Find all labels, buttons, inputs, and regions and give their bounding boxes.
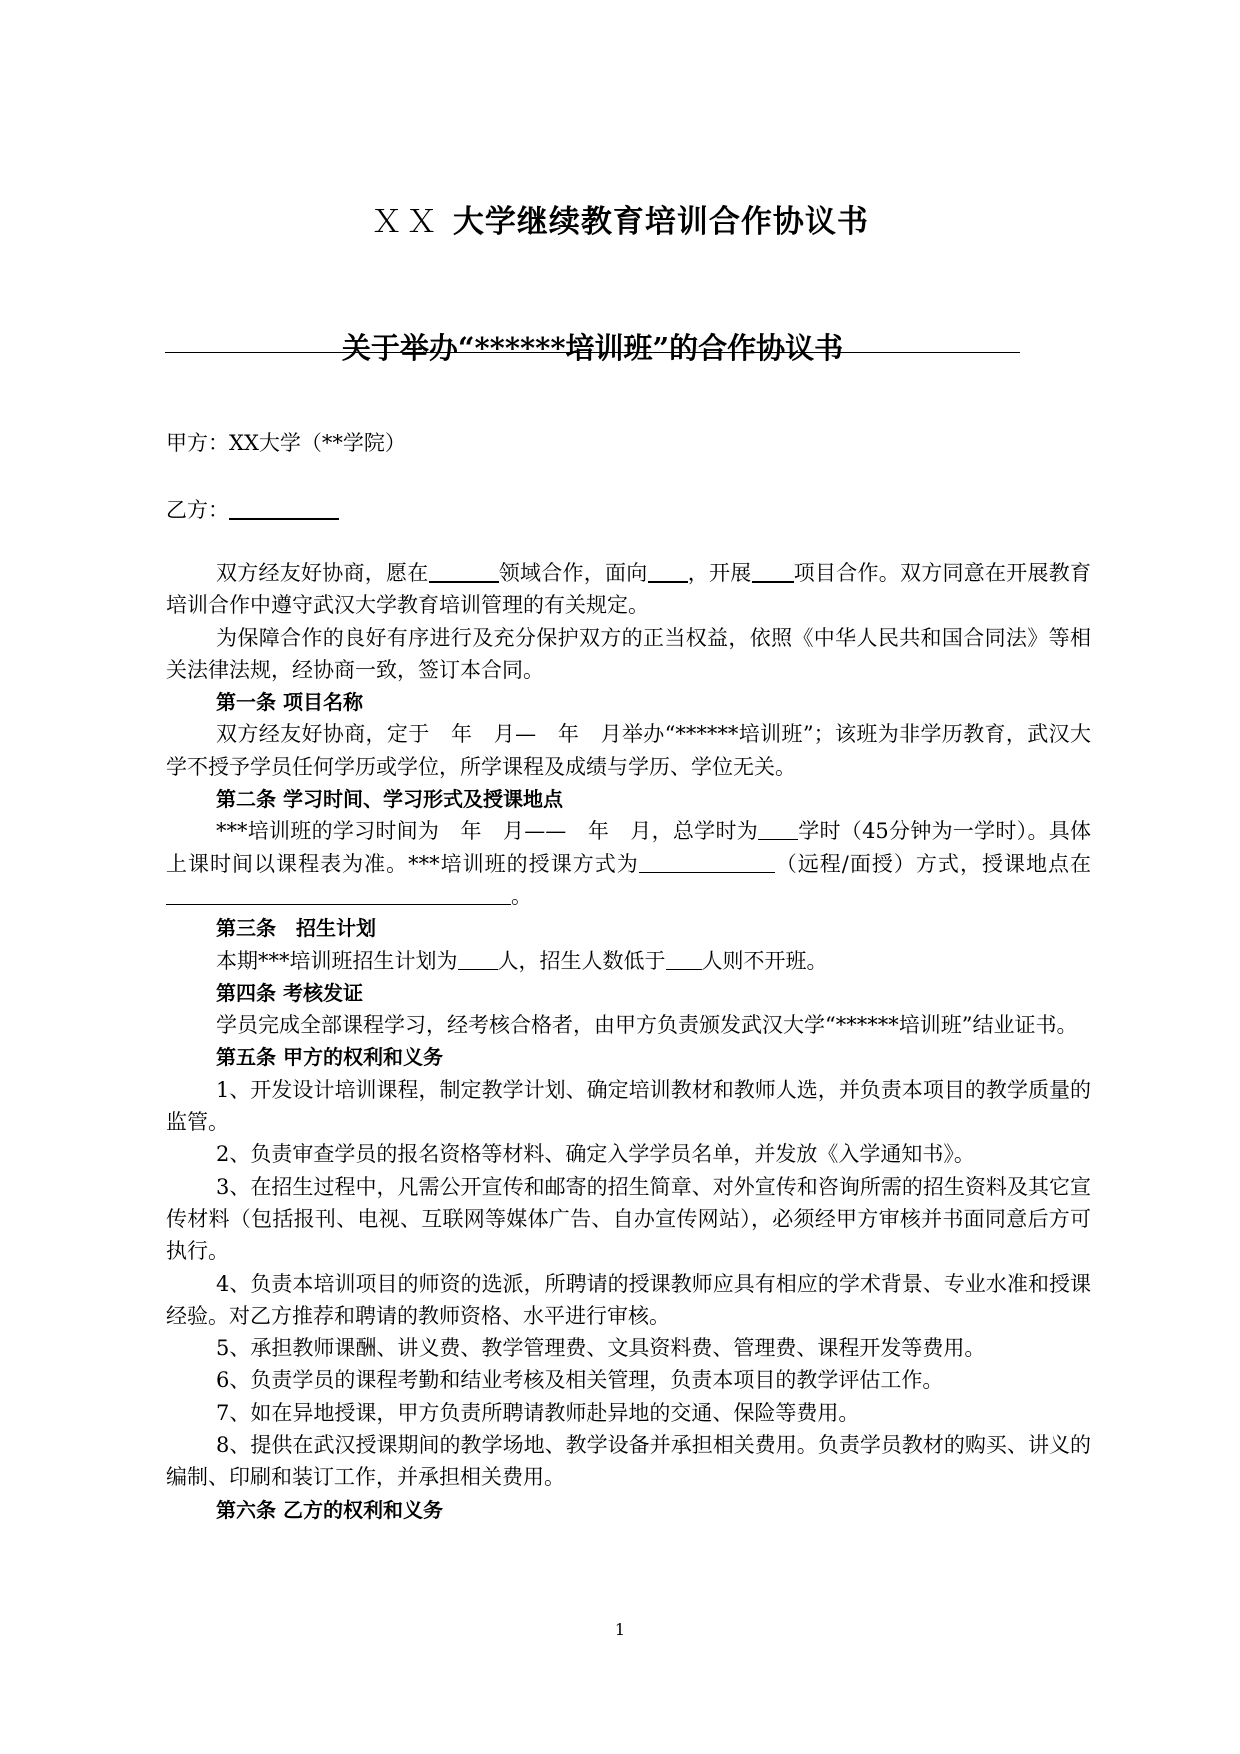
p1-text-3: ，开展	[687, 561, 752, 585]
title-main: 大学继续教育培训合作协议书	[452, 204, 869, 240]
article-3-text	[166, 945, 1091, 977]
p4-text-1: ***培训班的学习时间为 年 月—— 年 月，总学时为	[216, 819, 758, 844]
p5-text-2: 人，招生人数低于	[497, 948, 666, 973]
title-prefix: ＸＸ	[371, 204, 442, 240]
article-2-heading: 第二条 学习时间、学习形式及授课地点	[216, 787, 563, 812]
article-5-item-2: 2、负责审查学员的报名资格等材料、确定入学学员名单，并发放《入学通知书》。	[216, 1142, 975, 1167]
article-1-heading: 第一条 项目名称	[216, 690, 363, 715]
project-blank	[752, 559, 794, 583]
paragraph-legal-basis: 为保障合作的良好有序进行及充分保护双方的正当权益，依照《中华人民共和国合同法》等相关法律法规，经协商一致，签订本合同。	[166, 625, 1091, 682]
party-b-label: 乙方：	[166, 498, 229, 522]
p4-text-2: 学时（45分钟为一学时）。具体上课时间以课程表为准。***培训班的授课方式为	[166, 819, 1091, 876]
p5-text-1: 本期***培训班招生计划为	[216, 948, 458, 973]
audience-blank	[648, 559, 688, 583]
location-blank	[166, 884, 511, 905]
article-5-item-3: 3、在招生过程中，凡需公开宣传和邮寄的招生简章、对外宣传和咨询所需的招生资料及其它宣传材料（包括报刊、电视、互联网等媒体广告、自办宣传网站），必须经甲方审核并书面同意后方可执行。	[166, 1174, 1091, 1264]
article-4-text: 学员完成全部课程学习，经考核合格者，由甲方负责颁发武汉大学“******培训班”结业证书。	[216, 1013, 1078, 1038]
hours-blank	[758, 819, 798, 840]
minimum-blank	[666, 949, 702, 970]
article-5-heading: 第五条 甲方的权利和义务	[216, 1045, 443, 1070]
p5-text-3: 人则不开班。	[701, 948, 828, 973]
p4-text-3: （远程/面授）方式，授课地点在	[774, 851, 1091, 876]
article-5-item-8: 8、提供在武汉授课期间的教学场地、教学设备并承担相关费用。负责学员教材的购买、讲义的编制、印刷和装订工作，并承担相关费用。	[166, 1433, 1091, 1490]
article-5-item-7: 7、如在异地授课，甲方负责所聘请教师赴异地的交通、保险等费用。	[216, 1400, 860, 1425]
p4-text-4: 。	[511, 883, 532, 908]
p1-text-1: 双方经友好协商，愿在	[216, 561, 429, 585]
article-5-item-4: 4、负责本培训项目的师资的选派，所聘请的授课教师应具有相应的学术背景、专业水准和授课经验。对乙方推荐和聘请的教师资格、水平进行审核。	[166, 1271, 1091, 1328]
p1-text-4: 项目合作。双方同意在开展教育培训合作中遵守武汉大学教育培训管理的有关规定。	[166, 561, 1091, 618]
article-5-item-5: 5、承担教师课酬、讲义费、教学管理费、文具资料费、管理费、课程开发等费用。	[216, 1336, 986, 1361]
party-a: 甲方：XX大学（**学院）	[166, 431, 406, 455]
article-3-heading: 第三条 招生计划	[216, 916, 376, 941]
page-number: 1	[614, 1620, 626, 1639]
party-b	[166, 495, 339, 525]
paragraph-intro	[166, 557, 1091, 622]
article-4-heading: 第四条 考核发证	[216, 980, 363, 1005]
agreement-body	[166, 557, 1091, 1526]
party-b-blank	[229, 496, 339, 520]
document-title	[0, 196, 1240, 241]
field-blank	[429, 559, 499, 583]
document-subtitle: 关于举办“******培训班”的合作协议书	[341, 331, 844, 365]
article-6-heading: 第六条 乙方的权利和义务	[216, 1497, 443, 1522]
p1-text-2: 领域合作，面向	[498, 561, 648, 585]
mode-blank	[639, 852, 775, 873]
article-2-text	[166, 815, 1091, 912]
enrollment-blank	[458, 949, 498, 970]
article-5-item-1: 1、开发设计培训课程，制定教学计划、确定培训教材和教师人选，并负责本项目的教学质量的监管。	[166, 1077, 1091, 1135]
article-5-item-6: 6、负责学员的课程考勤和结业考核及相关管理，负责本项目的教学评估工作。	[216, 1368, 944, 1393]
article-1-text: 双方经友好协商，定于 年 月— 年 月举办“******培训班”；该班为非学历教育，武汉大学不授予学员任何学历或学位，所学课程及成绩与学历、学位无关。	[166, 722, 1091, 779]
